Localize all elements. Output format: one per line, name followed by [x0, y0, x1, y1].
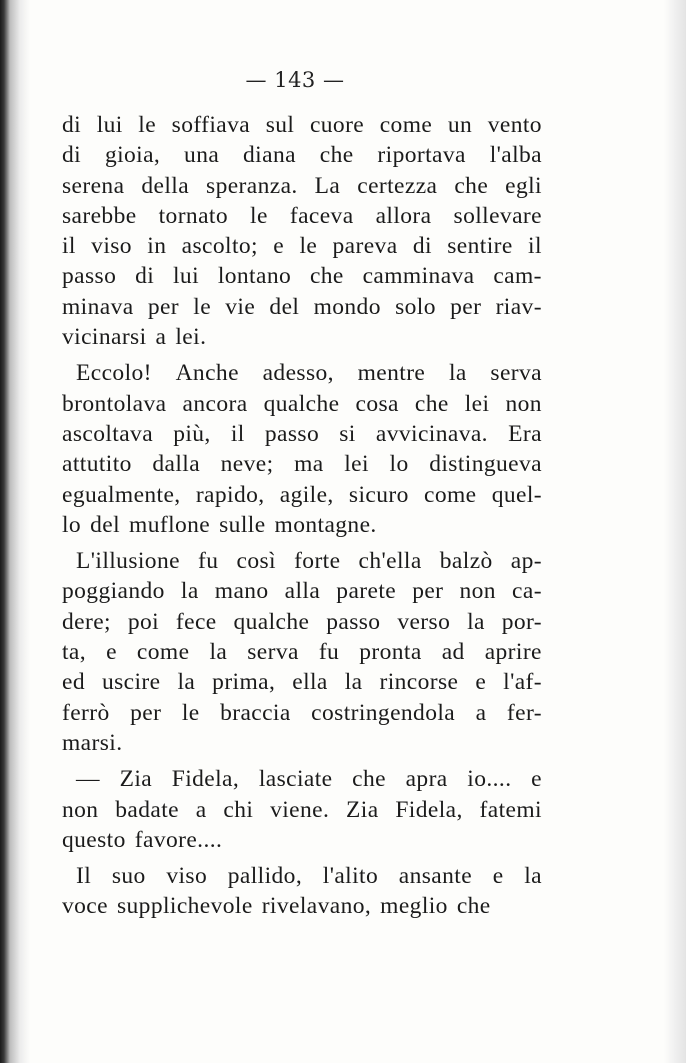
word: la: [209, 639, 228, 666]
word: L'illusione: [76, 548, 180, 575]
word: egli: [505, 172, 542, 199]
paragraph: [62, 110, 542, 352]
text-line: [62, 201, 542, 231]
word: a: [155, 324, 167, 351]
paragraph: [62, 358, 542, 540]
word: questo: [62, 826, 126, 853]
word: del: [269, 293, 300, 320]
text-line: [62, 358, 542, 388]
text-line: [62, 637, 542, 667]
word: così: [236, 548, 276, 575]
word: adesso,: [262, 360, 334, 387]
word: per: [147, 293, 180, 320]
page-binding-shadow: [0, 0, 30, 1063]
word: che: [352, 766, 386, 793]
word: distingueva: [429, 451, 542, 478]
word: la: [180, 578, 199, 605]
word: mondo: [313, 293, 381, 320]
word: lui: [172, 263, 199, 290]
word: meglio: [380, 893, 448, 920]
word: che: [309, 263, 344, 290]
word: della: [141, 172, 190, 199]
word: lei: [464, 390, 490, 417]
word: passo: [62, 263, 117, 290]
word: poi: [127, 608, 160, 635]
word: per: [130, 699, 162, 726]
word: che: [319, 142, 354, 169]
text-line: [62, 825, 542, 855]
word: come: [136, 639, 190, 666]
word: le: [250, 202, 268, 229]
word: di: [135, 263, 155, 290]
word: brontolava: [62, 390, 167, 417]
word: forte: [294, 548, 341, 575]
word: non: [505, 390, 542, 417]
word: lui: [96, 112, 123, 138]
word: come: [379, 112, 433, 138]
word: ma: [294, 451, 324, 478]
text-line: [62, 795, 542, 825]
word: soffiava: [171, 112, 251, 138]
word: che: [414, 390, 449, 417]
word: del: [90, 511, 121, 538]
word: io....: [467, 766, 512, 793]
word: allora: [375, 202, 432, 229]
word: La: [314, 172, 341, 199]
word: in: [147, 233, 167, 260]
word: egualmente,: [62, 481, 181, 508]
page-edge-shadow: [664, 0, 686, 1063]
word: fer-: [506, 699, 542, 726]
text-line: [62, 322, 542, 352]
text-line: [62, 292, 542, 322]
word: ascolto;: [181, 233, 258, 260]
word: ascoltava: [62, 420, 154, 447]
word: lei.: [175, 324, 207, 351]
word: parete: [336, 578, 397, 605]
word: diana: [243, 142, 296, 169]
text-line: [62, 171, 542, 201]
word: ed: [62, 669, 85, 696]
word: rincorse: [379, 669, 459, 696]
word: ap-: [510, 548, 542, 575]
word: si: [339, 420, 356, 447]
word: le: [299, 233, 318, 260]
word: vicinarsi: [62, 324, 147, 351]
word: Zia: [346, 796, 379, 823]
word: l'af-: [503, 669, 542, 696]
word: le: [138, 112, 157, 138]
word: Zia: [119, 766, 153, 793]
word: camminava: [362, 263, 475, 290]
word: minava: [62, 293, 134, 320]
word: l'alba: [489, 142, 542, 169]
word: e: [475, 669, 487, 696]
word: a: [475, 699, 487, 726]
word: muflone: [129, 511, 211, 538]
word: fatemi: [479, 796, 542, 823]
word: di: [62, 142, 82, 169]
word: le: [193, 293, 212, 320]
word: dalla: [152, 451, 201, 478]
page-number: — 143 —: [245, 68, 345, 92]
word: supplichevole: [116, 893, 253, 920]
word: certezza: [357, 172, 438, 199]
text-line: [62, 698, 542, 728]
word: vento: [487, 112, 542, 138]
word: Fidela,: [395, 796, 463, 823]
word: la: [177, 669, 196, 696]
word: pareva: [332, 233, 398, 260]
text-line: [62, 728, 542, 758]
word: per: [450, 293, 482, 320]
word: ch'ella: [358, 548, 422, 575]
word: il: [62, 233, 76, 260]
word: cuore: [309, 112, 365, 138]
word: fu: [318, 639, 340, 666]
word: il: [528, 233, 542, 260]
word: quel-: [491, 481, 542, 508]
word: il: [230, 420, 245, 447]
text-line: [62, 576, 542, 606]
word: di: [62, 112, 82, 138]
word: lasciate: [258, 766, 333, 793]
word: fece: [175, 608, 217, 635]
text-line: [62, 419, 542, 449]
word: Anche: [175, 360, 239, 387]
word: ancora: [182, 390, 248, 417]
word: pronta: [359, 639, 422, 666]
word: passo: [326, 608, 381, 635]
word: una: [184, 142, 220, 169]
word: apra: [405, 766, 448, 793]
word: e: [531, 766, 542, 793]
word: lei: [344, 451, 369, 478]
text-line: [62, 510, 542, 540]
word: di: [412, 233, 432, 260]
word: uscire: [101, 669, 161, 696]
word: viene.: [270, 796, 330, 823]
word: che: [456, 893, 491, 920]
word: ferrò: [62, 699, 110, 726]
word: l'alito: [322, 863, 379, 890]
text-line: [62, 449, 542, 479]
word: agile,: [279, 481, 334, 508]
word: la: [467, 608, 485, 635]
word: lontano: [217, 263, 292, 290]
word: la: [448, 360, 467, 387]
text-line: [62, 764, 542, 794]
word: rivelavano,: [261, 893, 372, 920]
word: un: [447, 112, 473, 138]
paragraph: [62, 546, 542, 758]
word: prima,: [212, 669, 276, 696]
word: neve;: [220, 451, 274, 478]
text-line: [62, 480, 542, 510]
word: pallido,: [227, 863, 303, 890]
word: Era: [508, 420, 542, 447]
word: fu: [198, 548, 219, 575]
word: passo: [264, 420, 320, 447]
text-line: [62, 546, 542, 576]
word: non: [62, 796, 99, 823]
text-line: [62, 861, 542, 891]
word: a: [195, 796, 207, 823]
word: non: [459, 578, 496, 605]
word: ad: [441, 639, 465, 666]
word: sarebbe: [62, 202, 137, 229]
word: voce: [62, 893, 108, 920]
word: ella: [292, 669, 328, 696]
word: e: [273, 233, 285, 260]
paragraph: [62, 861, 542, 922]
word: lo: [389, 451, 409, 478]
word: braccia: [220, 699, 291, 726]
word: riportava: [377, 142, 466, 169]
word: Fidela,: [171, 766, 240, 793]
text-line: [62, 261, 542, 291]
word: ta,: [62, 639, 87, 666]
word: solo: [395, 293, 436, 320]
word: come: [423, 481, 477, 508]
word: viso: [166, 863, 208, 890]
word: mano: [214, 578, 269, 605]
word: Eccolo!: [76, 360, 152, 387]
word: sicuro: [348, 481, 409, 508]
word: —: [76, 766, 100, 793]
word: sul: [265, 112, 295, 138]
word: la: [524, 863, 542, 890]
word: gioia,: [104, 142, 161, 169]
word: attutito: [62, 451, 132, 478]
word: dere;: [62, 608, 111, 635]
word: alla: [284, 578, 321, 605]
word: che: [454, 172, 489, 199]
word: poggiando: [62, 578, 165, 605]
word: badate: [115, 796, 179, 823]
word: favore....: [134, 826, 223, 853]
word: per: [412, 578, 444, 605]
word: suo: [111, 863, 146, 890]
word: rapido,: [195, 481, 265, 508]
word: qualche: [263, 390, 340, 417]
word: faceva: [289, 202, 354, 229]
word: marsi.: [62, 729, 123, 756]
word: vie: [225, 293, 256, 320]
word: cosa: [355, 390, 399, 417]
text-line: [62, 891, 542, 921]
word: serva: [490, 360, 542, 387]
word: qualche: [233, 608, 310, 635]
word: lo: [62, 511, 82, 538]
paragraph: [62, 764, 542, 855]
word: ca-: [512, 578, 542, 605]
word: aprire: [484, 639, 542, 666]
word: por-: [501, 608, 542, 635]
word: e: [492, 863, 504, 890]
body-text: [62, 110, 542, 922]
word: avvicinava.: [375, 420, 488, 447]
word: le: [181, 699, 200, 726]
word: serena: [62, 172, 125, 199]
word: sulle: [219, 511, 266, 538]
word: verso: [397, 608, 451, 635]
word: sollevare: [453, 202, 542, 229]
text-line: [62, 110, 542, 140]
word: sentire: [447, 233, 513, 260]
word: la: [344, 669, 363, 696]
word: balzò: [439, 548, 493, 575]
text-line: [62, 389, 542, 419]
word: ansante: [398, 863, 473, 890]
word: mentre: [357, 360, 426, 387]
word: riav-: [495, 293, 542, 320]
text-line: [62, 231, 542, 261]
word: tornato: [158, 202, 228, 229]
text-line: [62, 140, 542, 170]
word: serva: [247, 639, 299, 666]
word: speranza.: [206, 172, 298, 199]
text-line: [62, 667, 542, 697]
word: Il: [76, 863, 92, 890]
word: viso: [91, 233, 132, 260]
word: chi: [223, 796, 254, 823]
word: più,: [173, 420, 211, 447]
word: montagne.: [274, 511, 377, 538]
word: e: [106, 639, 117, 666]
text-line: [62, 607, 542, 637]
word: costringendola: [311, 699, 456, 726]
word: cam-: [493, 263, 542, 290]
